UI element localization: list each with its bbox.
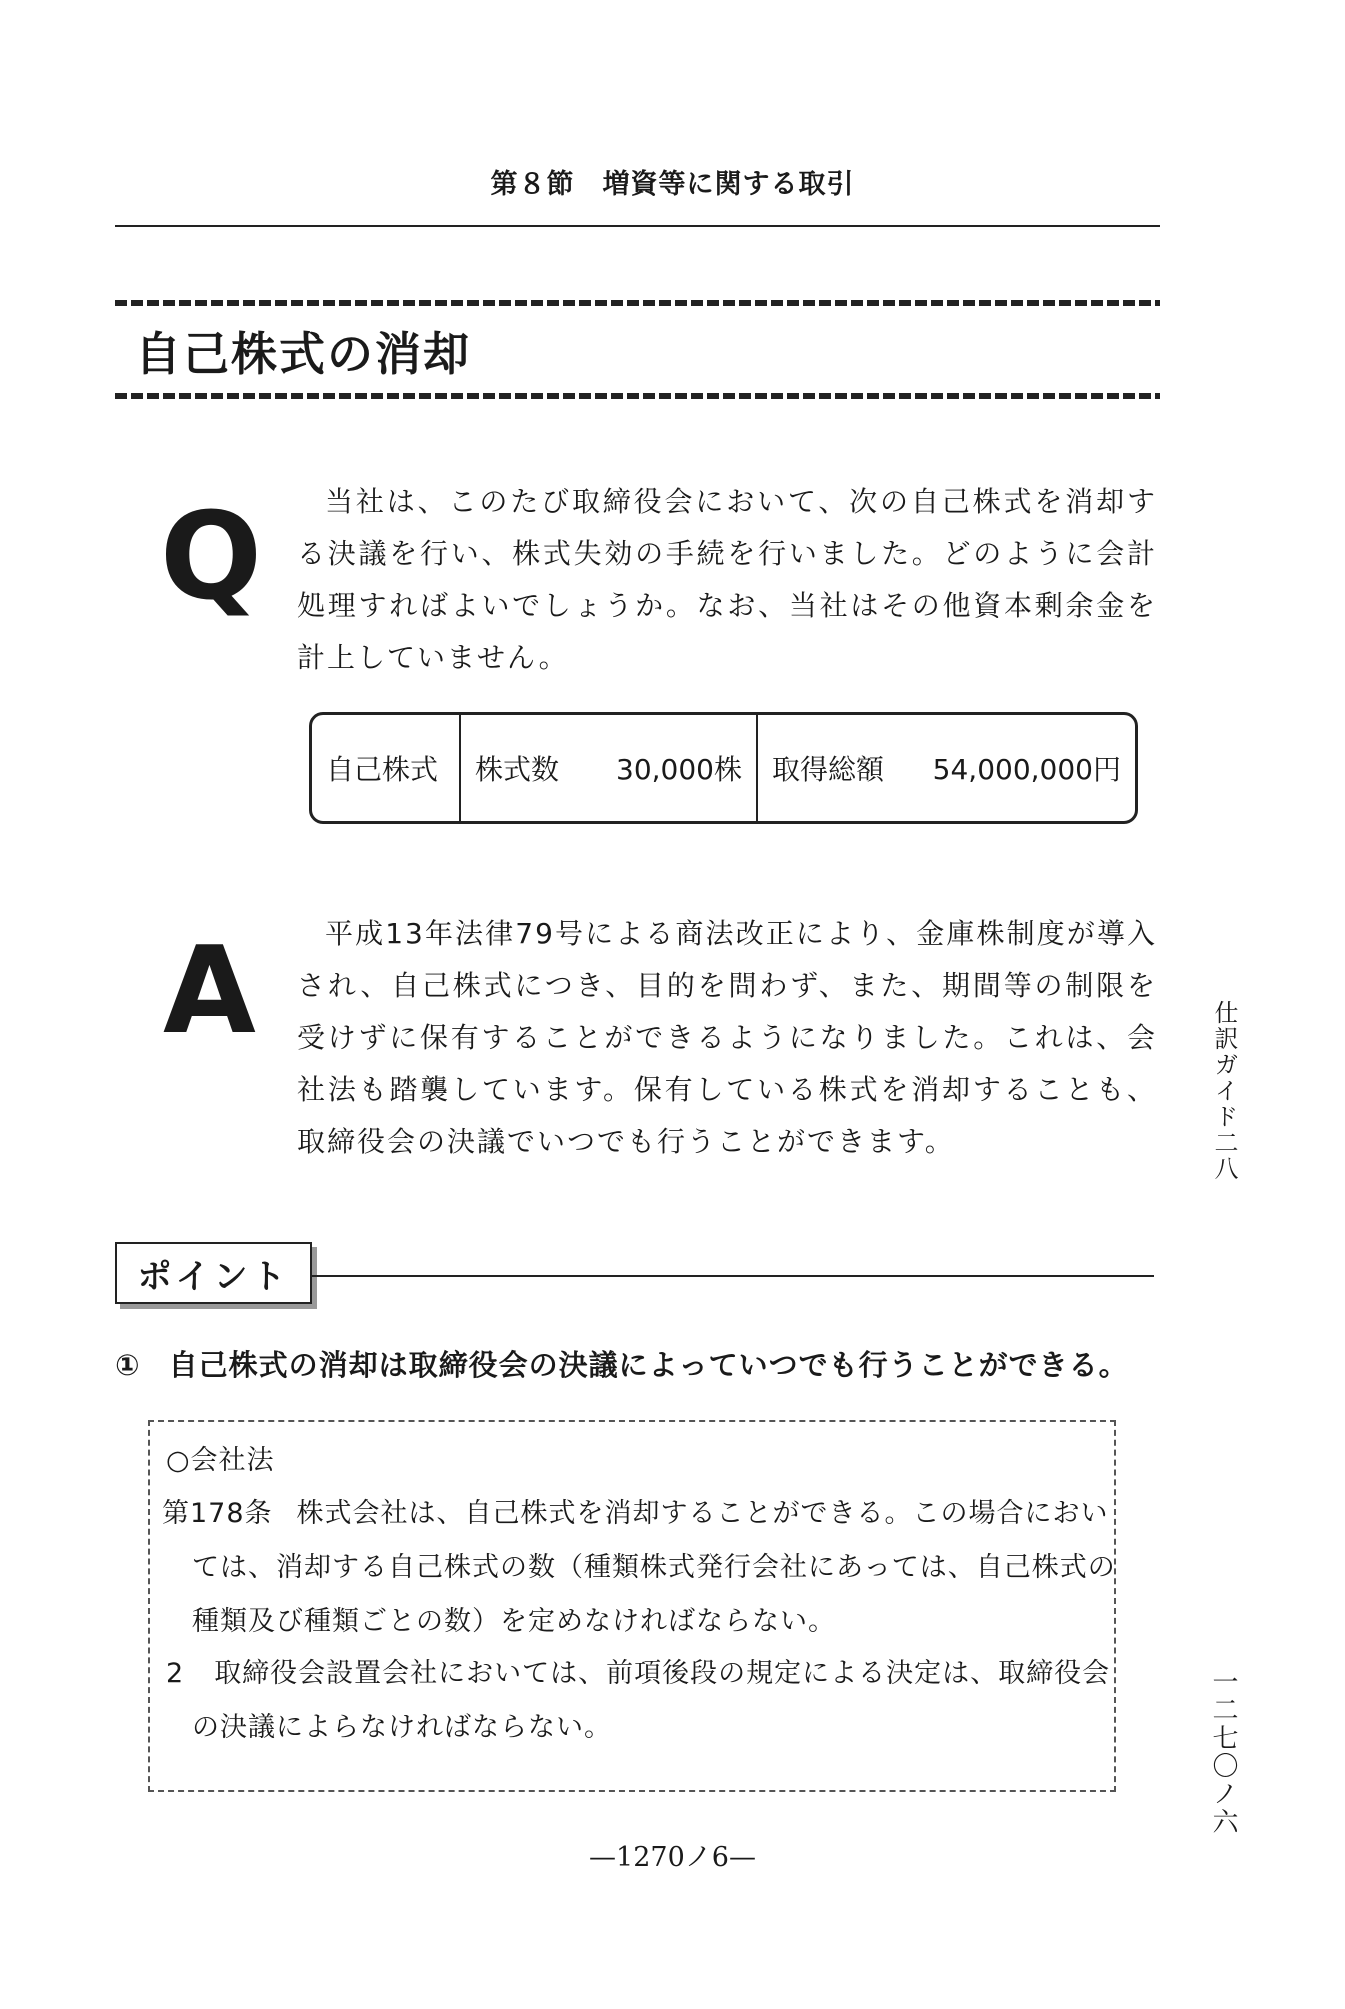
section-header: 第８節 増資等に関する取引: [490, 169, 855, 200]
point-item-number: ①: [115, 1348, 141, 1382]
question-label: Q: [160, 488, 263, 627]
answer-label: A: [163, 922, 256, 1061]
page-title: 自己株式の消却: [135, 327, 471, 381]
page-number: —1270ノ6—: [589, 1842, 756, 1873]
amount-value: 54,000,000円: [932, 753, 1121, 786]
law-title: ○会社法: [166, 1445, 275, 1476]
side-page-kanji: 一二七〇ノ六: [1208, 1668, 1238, 1836]
side-guide-label: 仕訳ガイド二八: [1210, 1000, 1238, 1182]
law-box: [148, 1420, 1116, 1792]
law-para1-line2: ては、消却する自己株式の数（種類株式発行会社にあっては、自己株式の: [192, 1552, 1116, 1583]
stock-table: [309, 712, 1138, 824]
law-para2-line2: の決議によらなければならない。: [192, 1712, 612, 1743]
amount-cell: [756, 715, 1135, 821]
law-article-number: 第178条: [162, 1498, 273, 1529]
header-rule: [115, 225, 1160, 227]
shares-value: 30,000株: [616, 753, 742, 786]
point-item-text: 自己株式の消却は取締役会の決議によっていつでも行うことができる。: [168, 1348, 1129, 1382]
amount-label: 取得総額: [772, 753, 885, 786]
question-text: 当社は、このたび取締役会において、次の自己株式を消却する決議を行い、株式失効の手続を行いました。どのように会計処理すればよいでしょうか。なお、当社はその他資本剰余金を計上していません。: [297, 485, 1157, 674]
law-para1-line1: 株式会社は、自己株式を消却することができる。この場合におい: [296, 1498, 1109, 1529]
law-para1-line3: 種類及び種類ごとの数）を定めなければならない。: [192, 1606, 836, 1637]
point-heading: ポイント: [115, 1242, 312, 1304]
law-para2-line1: [166, 1647, 1110, 1701]
law-para2-line1-text: 取締役会設置会社においては、前項後段の規定による決定は、取締役会: [214, 1658, 1111, 1689]
point-item: [115, 1343, 1129, 1384]
stock-item: 自己株式: [326, 753, 439, 786]
point-rule: [312, 1275, 1154, 1277]
stock-item-cell: [312, 715, 459, 821]
title-top-border: [115, 300, 1160, 306]
title-bottom-border: [115, 393, 1160, 399]
law-para2-number: 2: [166, 1658, 185, 1689]
answer-text: 平成13年法律79号による商法改正により、金庫株制度が導入され、自己株式につき、目的を問わず、また、期間等の制限を受けずに保有することができるようになりました。これは、会社法も踏襲しています。保有している株式を消却することも、取締役会の決議でいつでも行うことができます。: [297, 917, 1157, 1158]
shares-cell: [459, 715, 756, 821]
law-article-line1: [162, 1487, 1109, 1541]
shares-label: 株式数: [475, 753, 560, 786]
